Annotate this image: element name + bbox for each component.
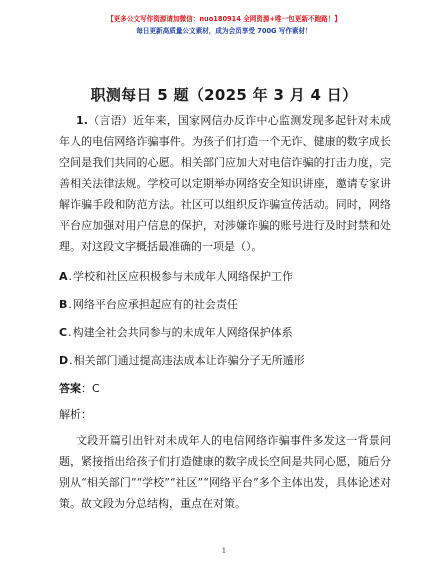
option-text: 相关部门通过提高违法成本让诈骗分子无所遁形 — [73, 354, 305, 367]
option-b — [59, 297, 391, 313]
option-separator: . — [68, 298, 72, 311]
banner-membership-line: 每日更新高质量公文素材，成为会员享受 700G 写作素材！ — [136, 27, 312, 35]
option-text: 网络平台应承担起应有的社会责任 — [72, 298, 238, 311]
answer-line — [59, 381, 391, 397]
banner-promo-line: 【更多公文写作资源请加微信：nuo180914 全网资源+唯一包更新不跑路！】 — [107, 15, 341, 23]
header-banner — [0, 14, 448, 36]
page-number: 1 — [221, 547, 227, 555]
option-d — [59, 353, 391, 369]
answer-value: C — [92, 382, 100, 395]
question-number: 1. — [76, 114, 88, 127]
analysis-text: 文段开篇引出针对未成年人的电信网络诈骗事件多发这一背景问题，紧接指出给孩子们打造健康的数字成长空间是共同心愿，随后分别从“相关部门”“学校”“社区”“网络平台”多个主体出发，具体论述对策。故文段为分总结构，重点在对策。 — [59, 434, 391, 510]
option-letter: B — [59, 298, 68, 311]
option-letter: A — [59, 270, 68, 283]
option-a — [59, 269, 391, 285]
option-c — [59, 325, 391, 341]
option-letter: C — [59, 326, 68, 339]
page-title: 职测每日 5 题（2025 年 3 月 4 日） — [90, 86, 358, 104]
question-stem — [59, 110, 391, 257]
analysis-label: 解析： — [59, 408, 92, 421]
option-separator: . — [69, 354, 73, 367]
answer-label: 答案 — [59, 382, 81, 395]
option-separator: . — [68, 326, 72, 339]
answer-separator: ： — [81, 382, 92, 395]
option-text: 构建全社会共同参与的未成年人网络保护体系 — [72, 326, 293, 339]
question-stem-text: （言语）近年来，国家网信办反诈中心监测发现多起针对未成年人的电信网络诈骗事件。为孩子们打造一个无诈、健康的数字成长空间是我们共同的心愿。相关部门应加大对电信诈骗的打击力度，完善相关法律法规。学校可以定期举办网络安全知识讲座，邀请专家讲解诈骗手段和防范方法。社区可以组织反诈骗宣传活动。同时，网络平台应加强对用户信息的保护，对涉嫌诈骗的账号进行及时封禁和处理。对这段文字概括最准确的一项是（）。 — [59, 114, 391, 253]
option-separator: . — [68, 270, 73, 283]
option-text: 学校和社区应积极参与未成年人网络保护工作 — [73, 270, 294, 283]
question-block — [59, 110, 391, 514]
option-letter: D — [59, 354, 69, 367]
